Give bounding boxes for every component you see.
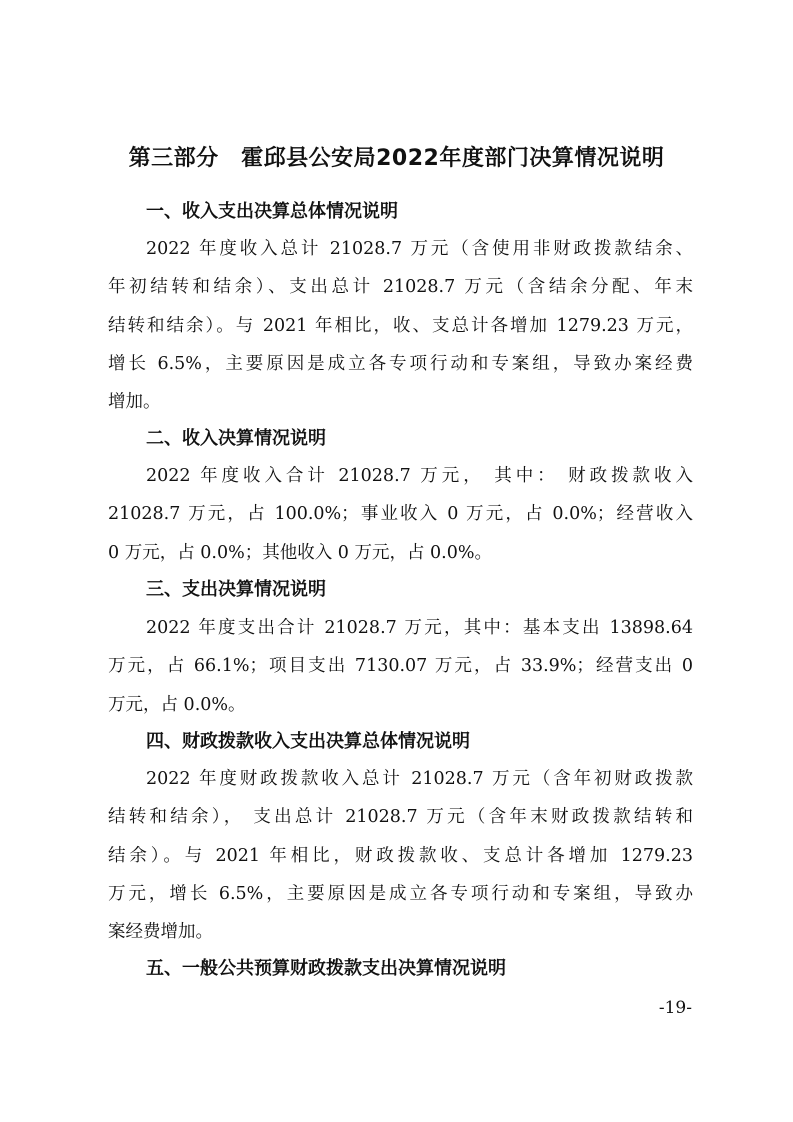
section-body-4 [108,760,693,951]
body-line: 2022 年度收入总计 21028.7 万元（含使用非财政拨款结余、 [146,239,693,259]
body-line: 年初结转和结余）、支出总计 21028.7 万元（含结余分配、年末 [108,277,693,298]
section-heading-2: 二、收入决算情况说明 [146,428,326,449]
body-line: 2022 年度财政拨款收入总计 21028.7 万元（含年初财政拨款 [146,769,693,789]
section-body-3 [108,609,693,724]
section-body-1 [108,230,693,421]
body-line: 万元，占 66.1%；项目支出 7130.07 万元，占 33.9%；经营支出 0 [108,656,693,677]
body-line: 案经费增加。 [108,922,213,943]
page-title: 第三部分 霍邱县公安局2022年度部门决算情况说明 [128,146,665,171]
section-heading-5: 五、一般公共预算财政拨款支出决算情况说明 [146,958,506,979]
body-line: 21028.7 万元，占 100.0%；事业收入 0 万元，占 0.0%；经营收入 [108,504,693,525]
body-line: 万元，增长 6.5%，主要原因是成立各专项行动和专案组，导致办 [108,883,693,904]
section-heading-3: 三、支出决算情况说明 [146,579,326,600]
section-heading-1: 一、收入支出决算总体情况说明 [146,201,398,222]
section-heading-4: 四、财政拨款收入支出决算总体情况说明 [146,731,470,752]
body-line: 结转和结余）， 支出总计 21028.7 万元（含年末财政拨款结转和 [108,807,693,828]
body-line: 2022 年度支出合计 21028.7 万元，其中：基本支出 13898.64 [146,618,693,638]
page-number: -19- [658,998,692,1018]
section-body-2 [108,457,693,572]
body-line: 增长 6.5%，主要原因是成立各专项行动和专案组，导致办案经费 [108,353,693,374]
body-line: 结转和结余）。与 2021 年相比，收、支总计各增加 1279.23 万元， [108,315,693,336]
body-line: 0 万元，占 0.0%；其他收入 0 万元，占 0.0%。 [108,542,492,563]
body-line: 万元，占 0.0%。 [108,694,246,715]
body-line: 结余）。与 2021 年相比，财政拨款收、支总计各增加 1279.23 [108,845,693,866]
body-line: 2022 年度收入合计 21028.7 万元， 其中： 财政拨款收入 [146,466,693,486]
body-line: 增加。 [108,392,161,413]
